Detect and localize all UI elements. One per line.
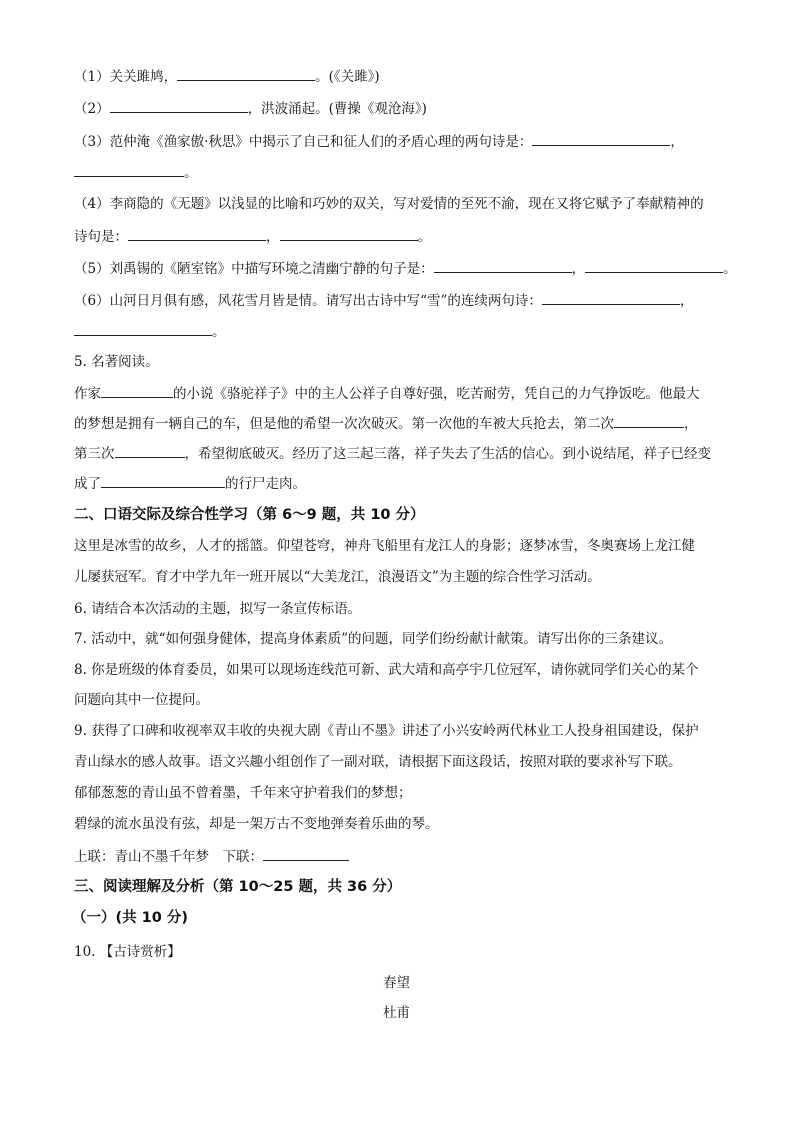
question-9-line-1: 9. 获得了口碑和收视率双丰收的央视大剧《青山不墨》讲述了小兴安岭两代林业工人投身祖国建设，保护: [74, 723, 699, 739]
q4-line-3-end: 。: [184, 165, 198, 181]
question-8-line-2: 问题向其中一位提问。: [74, 692, 209, 708]
q4-line-1-source: 。(《关雎》): [315, 69, 380, 85]
question-7: 7. 活动中，就“如何强身健体，提高身体素质”的问题，同学们纷纷献计献策。请写出你的三条建议。: [74, 631, 672, 647]
q4-line-6: [74, 290, 724, 311]
q4-line-5: [74, 258, 737, 279]
q4-line-4: [74, 194, 724, 214]
q5-para-4: [74, 473, 724, 494]
q4-line-4-label: 诗句是：: [74, 229, 128, 245]
answer-blank[interactable]: [532, 131, 670, 146]
answer-blank[interactable]: [74, 162, 184, 177]
section-2-heading: 二、口语交际及综合性学习（第 6～9 题，共 10 分）: [74, 507, 425, 523]
question-6: 6. 请结合本次活动的主题，拟写一条宣传标语。: [74, 601, 362, 617]
q4-line-5-text: （5）刘禹锡的《陋室铭》中描写环境之清幽宁静的句子是：: [74, 261, 434, 277]
answer-blank[interactable]: [128, 226, 266, 241]
answer-blank[interactable]: [585, 258, 723, 273]
q4-line-4-text: （4）李商隐的《无题》以浅显的比喻和巧妙的双关，写对爱情的至死不渝，现在又将它赋予了奉献精神的: [74, 196, 704, 212]
q4-line-6-text: （6）山河日月俱有感，风花雪月皆是情。请写出古诗中写“雪”的连续两句诗：: [74, 293, 542, 309]
q4-line-5-end: 。: [723, 261, 737, 277]
q5-text: 的小说《骆驼祥子》中的主人公祥子自尊好强，吃苦耐劳，凭自己的力气挣饭吃。他最大: [173, 386, 700, 402]
q4-line-3-cont: [74, 162, 724, 183]
question-9-line-3: 郁郁葱葱的青山虽不曾着墨，千年来守护着我们的梦想；: [74, 785, 412, 801]
section-2-intro-1: 这里是冰雪的故乡，人才的摇篮。仰望苍穹，神舟飞船里有龙江人的身影；逐梦冰雪，冬奥赛场上龙江健: [74, 538, 695, 554]
answer-blank[interactable]: [101, 473, 225, 488]
q5-text: 的梦想是拥有一辆自己的车，但是他的希望一次次破灭。第一次他的车被大兵抢去，第二次: [74, 416, 614, 432]
answer-blank[interactable]: [115, 443, 185, 458]
q5-text: 成了: [74, 476, 101, 492]
q5-text: 第三次: [74, 446, 115, 462]
poem-author: 杜甫: [383, 1005, 410, 1021]
answer-blank[interactable]: [434, 258, 572, 273]
q4-line-2-text: ，洪波涌起。(曹操《观沧海》): [247, 101, 427, 117]
q4-line-6-comma: ，: [679, 293, 694, 309]
q4-line-1: [74, 66, 724, 87]
q4-line-6-cont: [74, 321, 724, 342]
section-3-subheading: （一）(共 10 分): [72, 910, 189, 926]
couplet-line: [74, 846, 724, 867]
answer-blank[interactable]: [177, 66, 315, 81]
answer-blank[interactable]: [542, 290, 680, 305]
answer-blank[interactable]: [280, 226, 418, 241]
q5-text: 作家: [74, 386, 101, 402]
q4-line-4-cont: [74, 226, 724, 247]
question-8-line-1: 8. 你是班级的体育委员，如果可以现场连线范可新、武大靖和高亭宇几位冠军，请你就同学们关心的某个: [74, 662, 699, 678]
q5-para-1: [74, 383, 724, 404]
answer-blank[interactable]: [74, 321, 212, 336]
answer-blank[interactable]: [101, 383, 173, 398]
q5-text: ，: [684, 416, 698, 432]
q4-line-3-comma: ，: [670, 134, 684, 150]
answer-blank[interactable]: [614, 413, 684, 428]
question-9-line-2: 青山绿水的感人故事。语文兴趣小组创作了一副对联，请根据下面这段话，按照对联的要求补写下联。: [74, 754, 682, 770]
q4-line-2: [74, 98, 724, 119]
question-10: 10. 【古诗赏析】: [74, 944, 181, 960]
q4-line-2-num: （2）: [74, 101, 110, 117]
q5-text: ，希望彻底破灭。经历了这三起三落，祥子失去了生活的信心。到小说结尾，祥子已经变: [184, 446, 711, 462]
answer-blank[interactable]: [110, 98, 248, 113]
q4-line-3: [74, 131, 724, 152]
couplet-text: 上联：青山不墨千年梦 下联：: [74, 849, 263, 865]
q5-para-2: [74, 413, 724, 434]
q4-line-4-end: 。: [417, 229, 431, 245]
q5-title: 5. 名著阅读。: [74, 354, 159, 370]
q4-line-4-comma: ，: [266, 229, 280, 245]
q4-line-3-text: （3）范仲淹《渔家傲·秋思》中揭示了自己和征人们的矛盾心理的两句诗是：: [74, 134, 533, 150]
q5-text: 的行尸走肉。: [225, 476, 306, 492]
section-2-intro-2: 儿屡获冠军。育才中学九年一班开展以“大美龙江，浪漫语文”为主题的综合性学习活动。: [74, 569, 601, 585]
q5-para-3: [74, 443, 724, 464]
q4-line-6-end: 。: [212, 324, 226, 340]
answer-blank[interactable]: [263, 846, 349, 861]
section-3-heading: 三、阅读理解及分析（第 10～25 题，共 36 分）: [74, 879, 402, 895]
question-9-line-4: 碧绿的流水虽没有弦，却是一架万古不变地弹奏着乐曲的琴。: [74, 816, 439, 832]
poem-title: 春望: [383, 975, 410, 991]
q4-line-5-comma: ，: [571, 261, 586, 277]
q4-line-1-text: （1）关关雎鸠，: [74, 69, 178, 85]
